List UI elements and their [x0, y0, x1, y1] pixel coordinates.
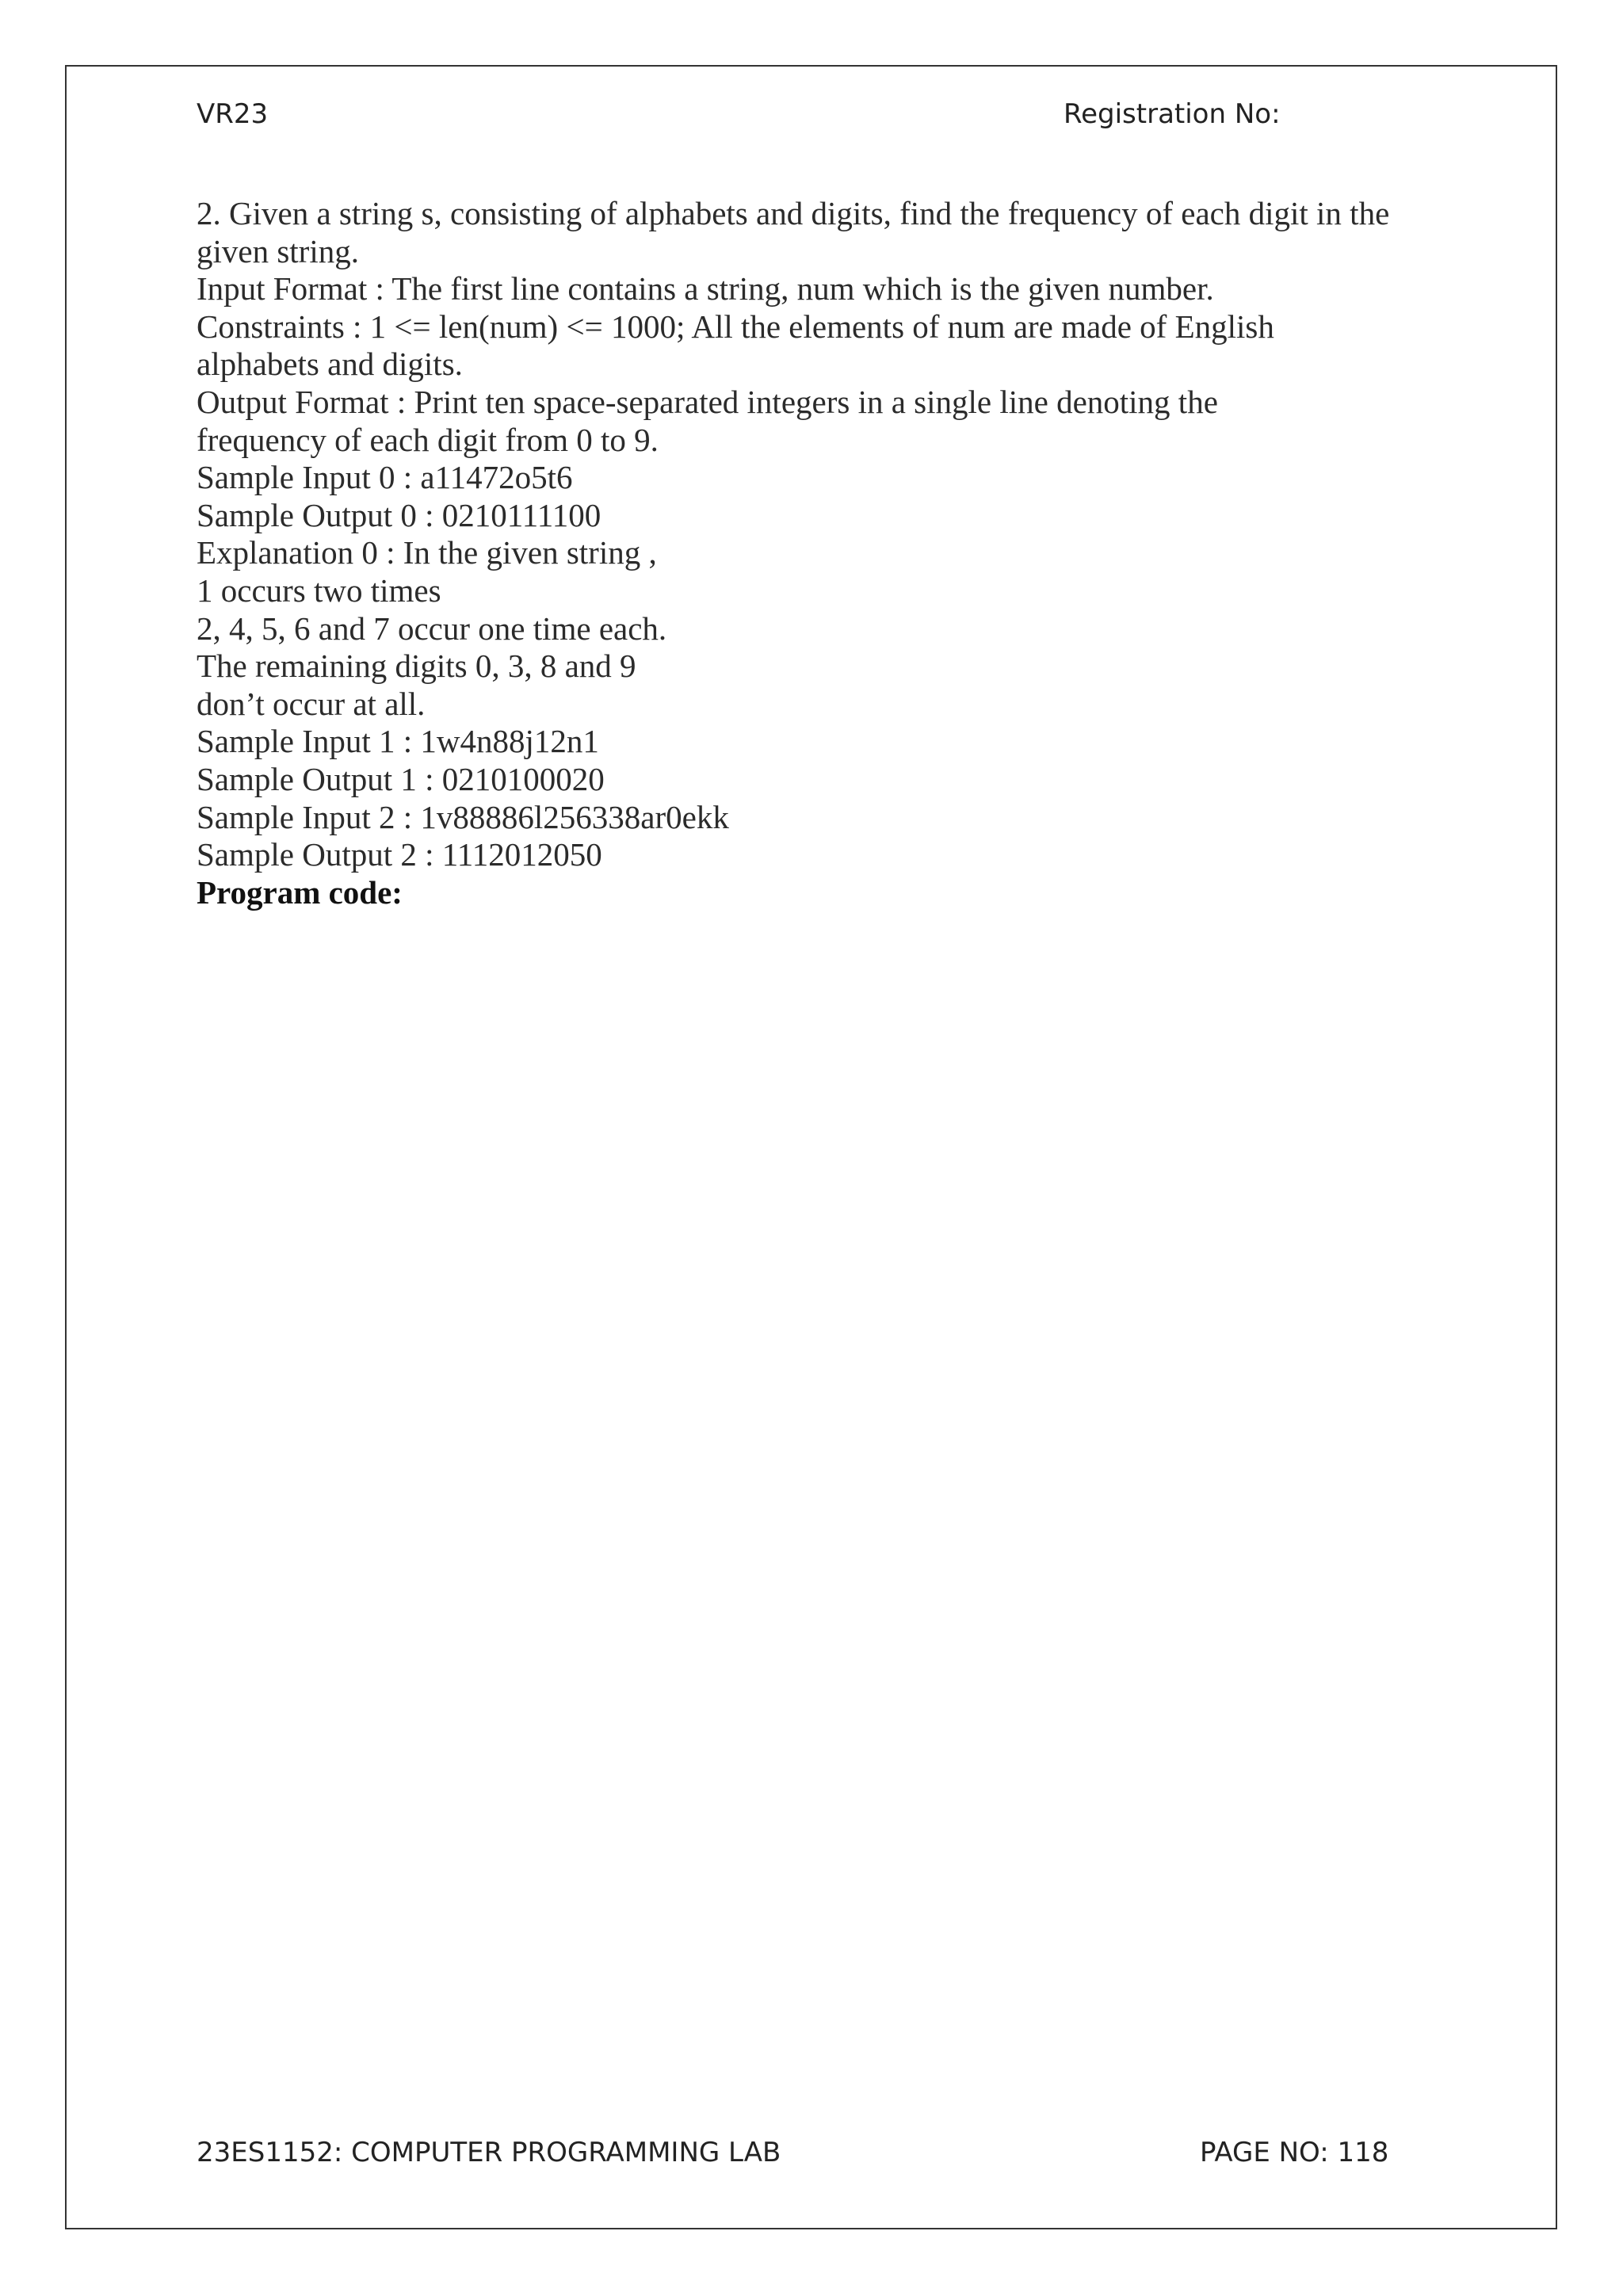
problem-line: given string. [197, 232, 359, 269]
program-code-heading: Program code: [197, 873, 403, 911]
header-registration-label: Registration No: [1064, 98, 1281, 130]
explanation-line: 1 occurs two times [197, 571, 441, 609]
problem-statement [197, 195, 1465, 911]
footer-course-title: 23ES1152: COMPUTER PROGRAMMING LAB [197, 2137, 781, 2168]
sample-output-2: Sample Output 2 : 1112012050 [197, 836, 602, 873]
output-format-line: frequency of each digit from 0 to 9. [197, 421, 659, 458]
constraints-line: alphabets and digits. [197, 346, 463, 383]
sample-input-1: Sample Input 1 : 1w4n88j12n1 [197, 723, 599, 760]
explanation-line: Explanation 0 : In the given string , [197, 534, 657, 571]
header-course-code: VR23 [197, 98, 269, 130]
input-format-line: Input Format : The first line contains a string, num which is the given number. [197, 270, 1214, 308]
output-format-line: Output Format : Print ten space-separated integers in a single line denoting the [197, 383, 1218, 420]
explanation-line: The remaining digits 0, 3, 8 and 9 [197, 648, 636, 685]
sample-output-1: Sample Output 1 : 0210100020 [197, 760, 605, 797]
problem-line: 2. Given a string s, consisting of alphabets and digits, find the frequency of each digit in the [197, 195, 1390, 231]
footer-page-number: PAGE NO: 118 [1200, 2137, 1389, 2168]
constraints-line: Constraints : 1 <= len(num) <= 1000; All the elements of num are made of English [197, 308, 1274, 345]
sample-input-2: Sample Input 2 : 1v88886l256338ar0ekk [197, 798, 729, 835]
sample-output-0: Sample Output 0 : 0210111100 [197, 496, 601, 533]
sample-input-0: Sample Input 0 : a11472o5t6 [197, 459, 573, 496]
explanation-line: 2, 4, 5, 6 and 7 occur one time each. [197, 609, 667, 647]
explanation-line: don’t occur at all. [197, 685, 426, 722]
